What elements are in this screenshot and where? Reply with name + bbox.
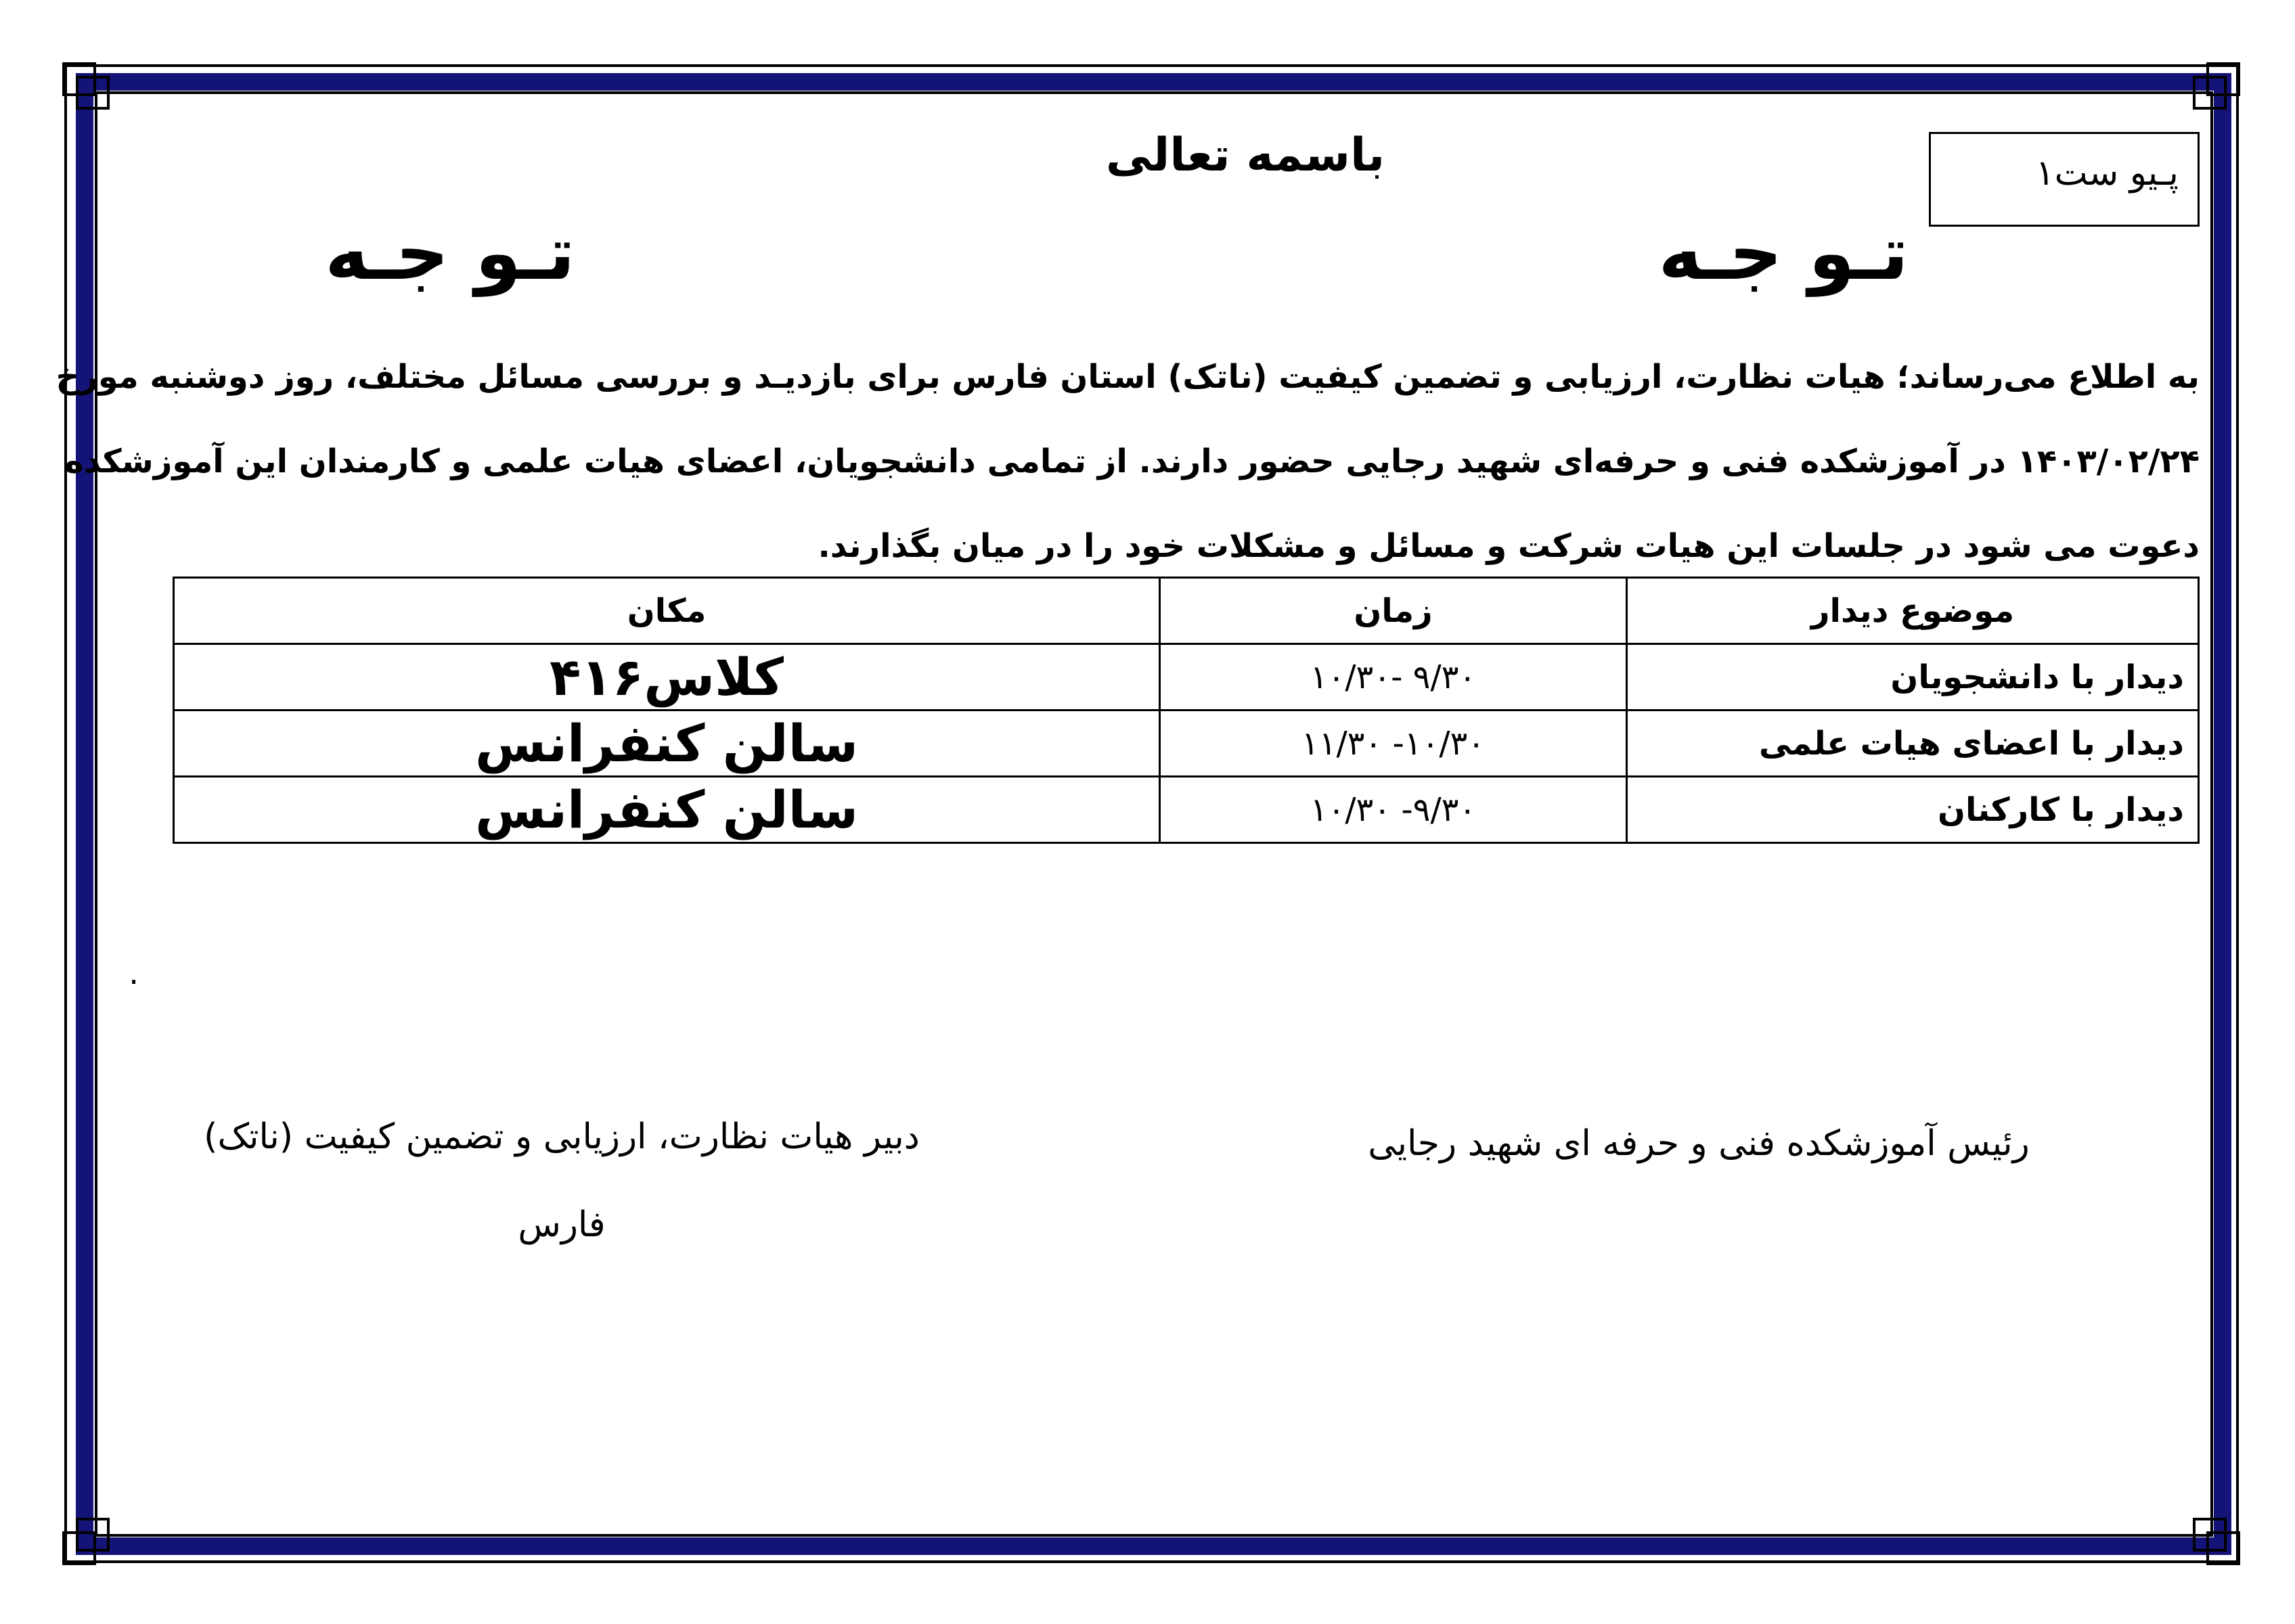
corner-ornament-top-right [2193, 62, 2240, 110]
corner-ornament-top-left [62, 62, 110, 110]
corner-ornament-bottom-right [2193, 1518, 2240, 1565]
table-row [174, 710, 2199, 777]
announcement-body [55, 335, 2200, 589]
cell-time: ۹/۳۰- ۱۰/۳۰ [1160, 777, 1627, 843]
cell-topic: دیدار با دانشجویان [1627, 644, 2199, 710]
header-place: مکان [174, 578, 1160, 644]
table-header-row [174, 578, 2199, 644]
cell-topic: دیدار با اعضای هیات علمی [1627, 710, 2199, 777]
cell-topic: دیدار با کارکنان [1627, 777, 2199, 843]
header-topic: موضوع دیدار [1627, 578, 2199, 644]
signature-secretary-line2: فارس [518, 1204, 606, 1245]
signature-secretary [156, 1093, 968, 1269]
cell-place: کلاس۴۱۶ [174, 644, 1160, 710]
appendix-label: پـیو ست۱ [2035, 153, 2179, 194]
corner-ornament-bottom-left [62, 1518, 110, 1565]
document-heading: باسمه تعالی [1105, 129, 1385, 182]
appendix-box [1929, 132, 2200, 227]
cell-time: ۱۰/۳۰- ۱۱/۳۰ [1160, 710, 1627, 777]
table-row [174, 644, 2199, 710]
stray-mark: . [129, 954, 139, 992]
announcement-line: به اطلاع می‌رساند؛ هیات نظارت، ارزیابی و تضمین کیفیت (ناتک) استان فارس برای بازدیـد و بررسی مسائل مختلف، روز دوشنبه مورخ [55, 358, 2200, 396]
meeting-schedule-table [173, 577, 2200, 844]
cell-place: سالن کنفرانس [174, 777, 1160, 843]
table-row [174, 777, 2199, 843]
document-page [55, 108, 2200, 1516]
signature-secretary-line1: دبیر هیات نظارت، ارزیابی و تضمین کیفیت (ناتک) [204, 1116, 920, 1157]
header-time: زمان [1160, 578, 1627, 644]
cell-place: سالن کنفرانس [174, 710, 1160, 777]
notice-title-left: تـو جـه [325, 210, 575, 296]
announcement-line: دعوت می شود در جلسات این هیات شرکت و مسائل و مشکلات خود را در میان بگذارند. [818, 527, 2200, 565]
signature-director: رئیس آموزشکده فنی و حرفه ای شهید رجایی [1368, 1123, 2030, 1164]
cell-time: ۹/۳۰ -۱۰/۳۰ [1160, 644, 1627, 710]
announcement-line: ۱۴۰۳/۰۲/۲۴ در آموزشکده فنی و حرفه‌ای شهید رجایی حضور دارند. از تمامی دانشجویان، اعضای هیات علمی و کارمندان این آموزشکده [64, 443, 2200, 480]
notice-title-right: تـو جـه [1658, 210, 1909, 296]
